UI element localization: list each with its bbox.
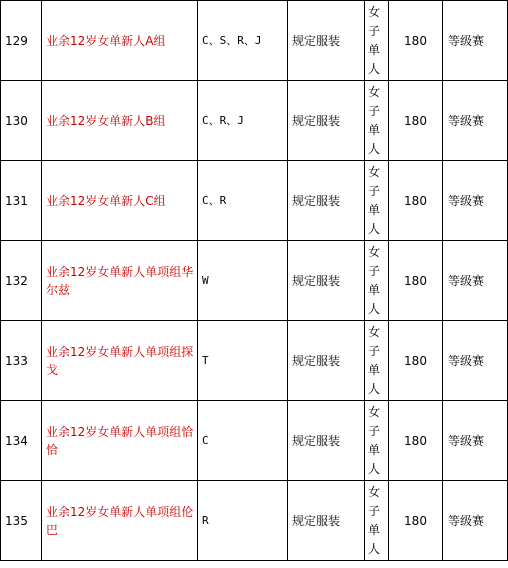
event-level: 等级赛 (443, 321, 508, 401)
event-count: 180 (389, 241, 443, 321)
event-category: 女子单人 (365, 401, 389, 481)
event-level: 等级赛 (443, 241, 508, 321)
event-attire: 规定服装 (288, 81, 365, 161)
event-attire: 规定服装 (288, 161, 365, 241)
event-name: 业余12岁女单新人B组 (42, 81, 198, 161)
event-count: 180 (389, 81, 443, 161)
event-number: 131 (1, 161, 42, 241)
event-level: 等级赛 (443, 401, 508, 481)
event-dances: C、R (198, 161, 288, 241)
event-number: 130 (1, 81, 42, 161)
event-name: 业余12岁女单新人单项组华尔兹 (42, 241, 198, 321)
event-attire: 规定服装 (288, 321, 365, 401)
event-category: 女子单人 (365, 81, 389, 161)
event-dances: T (198, 321, 288, 401)
event-attire: 规定服装 (288, 481, 365, 561)
event-level: 等级赛 (443, 161, 508, 241)
event-number: 129 (1, 1, 42, 81)
table-row (1, 321, 508, 401)
table-row (1, 81, 508, 161)
table-row (1, 481, 508, 561)
event-category: 女子单人 (365, 481, 389, 561)
event-name: 业余12岁女单新人A组 (42, 1, 198, 81)
event-dances: C、S、R、J (198, 1, 288, 81)
event-level: 等级赛 (443, 1, 508, 81)
event-attire: 规定服装 (288, 241, 365, 321)
event-count: 180 (389, 321, 443, 401)
event-name: 业余12岁女单新人单项组伦巴 (42, 481, 198, 561)
event-category: 女子单人 (365, 241, 389, 321)
event-category: 女子单人 (365, 1, 389, 81)
event-dances: R (198, 481, 288, 561)
event-count: 180 (389, 161, 443, 241)
event-count: 180 (389, 1, 443, 81)
table-row (1, 1, 508, 81)
event-dances: C、R、J (198, 81, 288, 161)
event-category: 女子单人 (365, 321, 389, 401)
event-attire: 规定服装 (288, 401, 365, 481)
event-level: 等级赛 (443, 81, 508, 161)
event-category: 女子单人 (365, 161, 389, 241)
event-name: 业余12岁女单新人C组 (42, 161, 198, 241)
event-count: 180 (389, 481, 443, 561)
event-number: 135 (1, 481, 42, 561)
event-level: 等级赛 (443, 481, 508, 561)
event-name: 业余12岁女单新人单项组恰恰 (42, 401, 198, 481)
event-name: 业余12岁女单新人单项组探戈 (42, 321, 198, 401)
event-count: 180 (389, 401, 443, 481)
event-number: 132 (1, 241, 42, 321)
event-dances: C (198, 401, 288, 481)
event-number: 134 (1, 401, 42, 481)
event-dances: W (198, 241, 288, 321)
event-number: 133 (1, 321, 42, 401)
table-row (1, 241, 508, 321)
table-row (1, 161, 508, 241)
table-row (1, 401, 508, 481)
event-attire: 规定服装 (288, 1, 365, 81)
